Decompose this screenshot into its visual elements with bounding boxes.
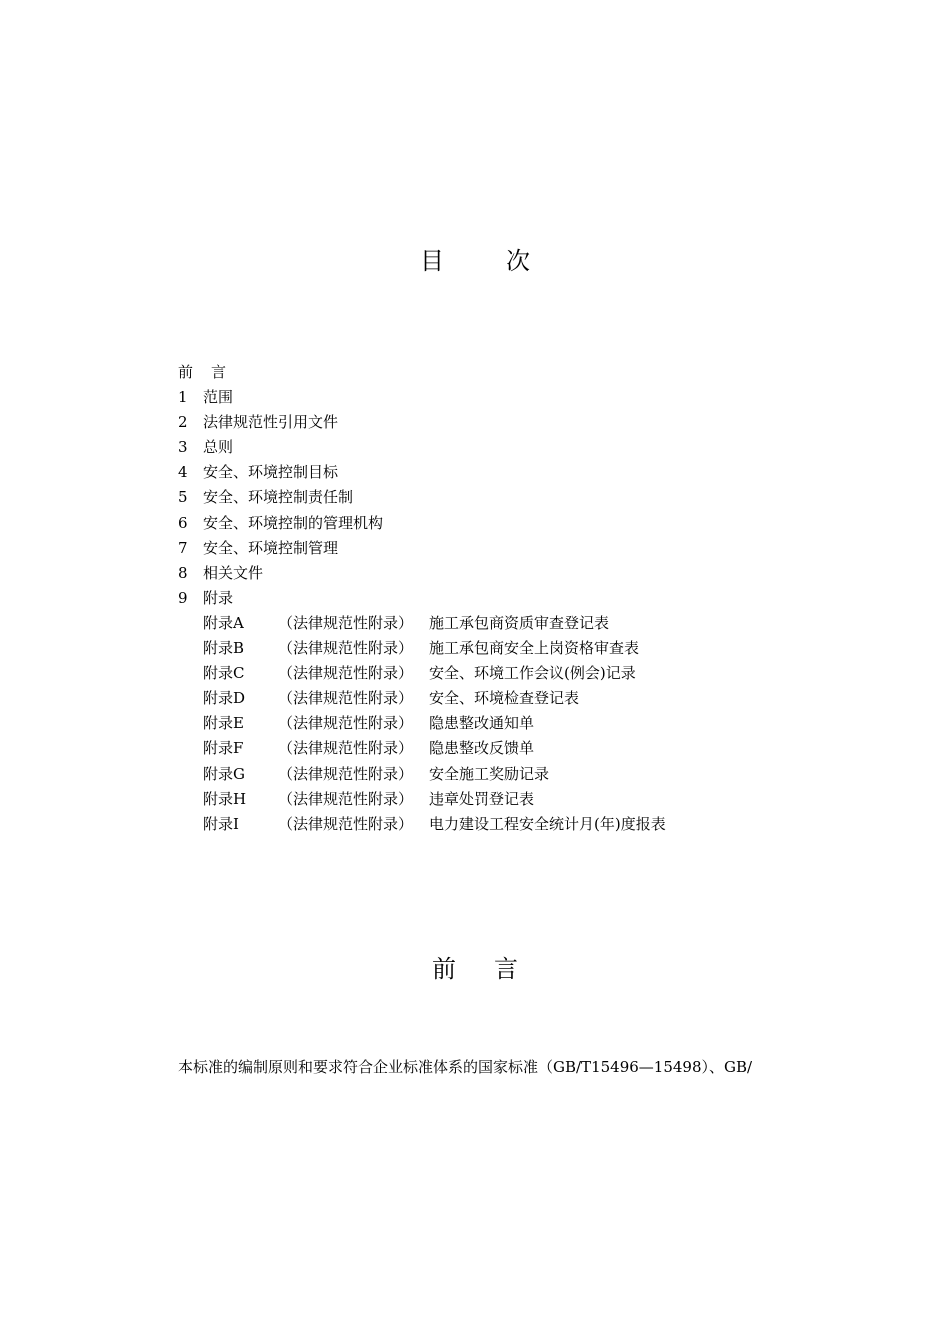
toc-item-label: 法律规范性引用文件 xyxy=(203,413,339,432)
appendix-id: 附录B xyxy=(203,639,245,658)
toc-item-number: 7 xyxy=(178,538,188,557)
toc-item-label: 安全、环境控制责任制 xyxy=(203,488,354,507)
toc-appendix-h[interactable] xyxy=(178,787,778,812)
appendix-type: （法律规范性附录） xyxy=(278,764,414,783)
toc-item-references[interactable] xyxy=(178,410,778,435)
toc-list xyxy=(178,360,778,837)
appendix-type: （法律规范性附录） xyxy=(278,664,414,683)
toc-appendix-a[interactable] xyxy=(178,611,778,636)
toc-item-responsibility[interactable] xyxy=(178,485,778,510)
toc-item-label: 附录 xyxy=(203,588,234,607)
toc-title: 目次 xyxy=(420,247,592,275)
toc-item-number: 6 xyxy=(178,513,188,532)
appendix-type: （法律规范性附录） xyxy=(278,613,414,632)
toc-item-related-docs[interactable] xyxy=(178,561,778,586)
toc-item-label: 前言 xyxy=(178,363,245,381)
appendix-type: （法律规范性附录） xyxy=(278,789,414,808)
appendix-id: 附录H xyxy=(203,789,247,808)
appendix-title: 隐患整改反馈单 xyxy=(429,739,535,758)
appendix-title: 安全、环境检查登记表 xyxy=(429,689,580,708)
toc-item-number: 9 xyxy=(178,588,188,607)
toc-appendix-f[interactable] xyxy=(178,736,778,761)
toc-item-number: 1 xyxy=(178,388,188,407)
toc-item-label: 安全、环境控制管理 xyxy=(203,538,339,557)
appendix-title: 安全、环境工作会议(例会)记录 xyxy=(429,664,636,683)
toc-item-number: 5 xyxy=(178,488,188,507)
preface-body: 本标准的编制原则和要求符合企业标准体系的国家标准（GB/T15496—15498）、GB/ xyxy=(178,1058,753,1076)
appendix-title: 安全施工奖励记录 xyxy=(429,764,550,783)
appendix-id: 附录A xyxy=(203,613,244,632)
appendix-title: 施工承包商资质审查登记表 xyxy=(429,613,610,632)
toc-item-label: 总则 xyxy=(203,438,234,457)
appendix-type: （法律规范性附录） xyxy=(278,689,414,708)
appendix-type: （法律规范性附录） xyxy=(278,739,414,758)
toc-appendix-e[interactable] xyxy=(178,711,778,736)
appendix-id: 附录D xyxy=(203,689,246,708)
appendix-id: 附录E xyxy=(203,714,244,733)
appendix-id: 附录G xyxy=(203,764,245,783)
appendix-id: 附录C xyxy=(203,664,245,683)
preface-title: 前言 xyxy=(432,955,556,983)
appendix-title: 隐患整改通知单 xyxy=(429,714,535,733)
appendix-id: 附录I xyxy=(203,814,239,833)
toc-item-number: 4 xyxy=(178,463,188,482)
toc-appendix-d[interactable] xyxy=(178,686,778,711)
appendix-title: 违章处罚登记表 xyxy=(429,789,535,808)
appendix-id: 附录F xyxy=(203,739,244,758)
toc-item-label: 范围 xyxy=(203,388,234,407)
toc-appendix-c[interactable] xyxy=(178,661,778,686)
appendix-title: 电力建设工程安全统计月(年)度报表 xyxy=(429,814,666,833)
toc-item-label: 安全、环境控制的管理机构 xyxy=(203,513,384,532)
appendix-type: （法律规范性附录） xyxy=(278,639,414,658)
toc-item-label: 相关文件 xyxy=(203,563,264,582)
toc-item-preface[interactable] xyxy=(178,360,778,385)
appendix-type: （法律规范性附录） xyxy=(278,814,414,833)
toc-item-label: 安全、环境控制目标 xyxy=(203,463,339,482)
appendix-type: （法律规范性附录） xyxy=(278,714,414,733)
toc-item-number: 2 xyxy=(178,413,188,432)
toc-item-number: 3 xyxy=(178,438,188,457)
toc-item-organization[interactable] xyxy=(178,511,778,536)
toc-item-management[interactable] xyxy=(178,536,778,561)
toc-item-number: 8 xyxy=(178,563,188,582)
toc-item-appendix[interactable] xyxy=(178,586,778,611)
toc-appendix-b[interactable] xyxy=(178,636,778,661)
toc-appendix-i[interactable] xyxy=(178,812,778,837)
toc-item-general[interactable] xyxy=(178,435,778,460)
toc-item-targets[interactable] xyxy=(178,460,778,485)
appendix-title: 施工承包商安全上岗资格审查表 xyxy=(429,639,640,658)
toc-appendix-g[interactable] xyxy=(178,762,778,787)
toc-item-scope[interactable] xyxy=(178,385,778,410)
